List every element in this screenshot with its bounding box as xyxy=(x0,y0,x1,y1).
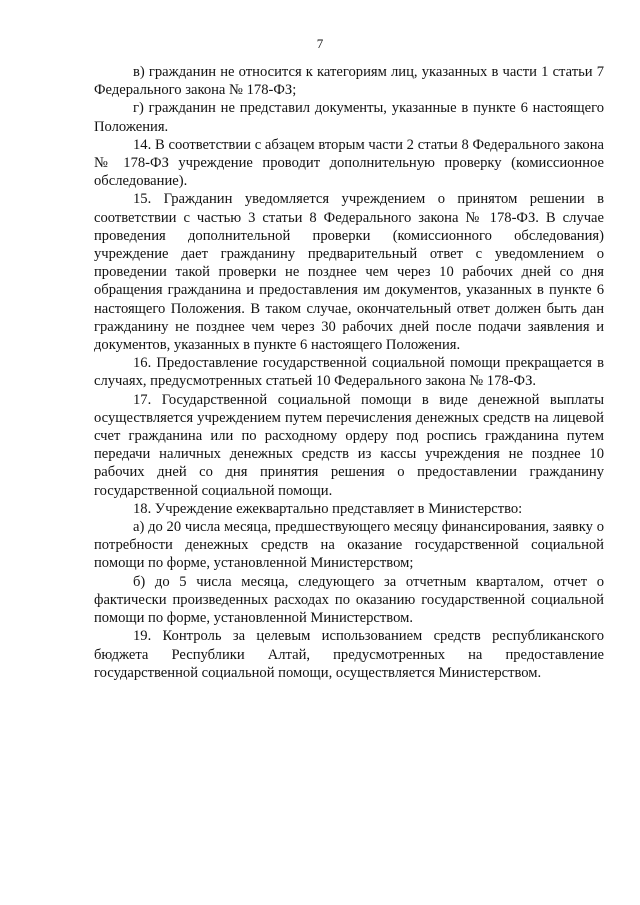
paragraph-17: 17. Государственной социальной помощи в виде денежной выплаты осуществляется учреждением путем перечисления денежных средств на лицевой счет гражданина или по расходному ордеру под роспись гражданина путем передачи наличных денежных средств из кассы учреждения не позднее 10 рабочих дней со дня принятия решения о предоставлении гражданину государственной социальной помощи. xyxy=(94,391,604,499)
paragraph-item-g: г) гражданин не представил документы, указанные в пункте 6 настоящего Положения. xyxy=(94,100,604,135)
page-number: 7 xyxy=(316,36,324,51)
paragraph-15: 15. Гражданин уведомляется учреждением о принятом решении в соответствии с частью 3 статьи 8 Федерального закона № 178-ФЗ. В случае проведения дополнительной проверки (комиссионного обследования) учреждение дает гражданину предварительный ответ с уведомлением о проведении такой проверки не позднее чем через 10 рабочих дней со дня обращения гражданина и предоставления им документов, указанных в пункте 6 настоящего Положения. В таком случае, окончательный ответ должен быть дан гражданину не позднее чем через 30 рабочих дней после подачи заявления и документов, указанных в пункте 6 настоящего Положения. xyxy=(94,191,604,354)
paragraph-14: 14. В соответствии с абзацем вторым части 2 статьи 8 Федерального закона № 178-ФЗ учреждение проводит дополнительную проверку (комиссионное обследование). xyxy=(94,136,604,190)
document-body xyxy=(94,63,604,682)
paragraph-16: 16. Предоставление государственной социальной помощи прекращается в случаях, предусмотренных статьей 10 Федерального закона № 178-ФЗ. xyxy=(94,355,604,390)
paragraph-18: 18. Учреждение ежеквартально представляет в Министерство: xyxy=(133,500,523,517)
paragraph-18-a: а) до 20 числа месяца, предшествующего месяцу финансирования, заявку о потребности денежных средств на оказание государственной социальной помощи по форме, установленной Министерством; xyxy=(94,519,604,572)
paragraph-item-v: в) гражданин не относится к категориям лиц, указанных в части 1 статьи 7 Федерального закона № 178-ФЗ; xyxy=(94,64,604,99)
paragraph-18-b: б) до 5 числа месяца, следующего за отчетным кварталом, отчет о фактически произведенных расходах по оказанию государственной социальной помощи по форме, установленной Министерством. xyxy=(94,573,604,627)
paragraph-19: 19. Контроль за целевым использованием средств республиканского бюджета Республики Алтай, предусмотренных на предоставление государственной социальной помощи, осуществляется Министерством. xyxy=(94,628,604,681)
